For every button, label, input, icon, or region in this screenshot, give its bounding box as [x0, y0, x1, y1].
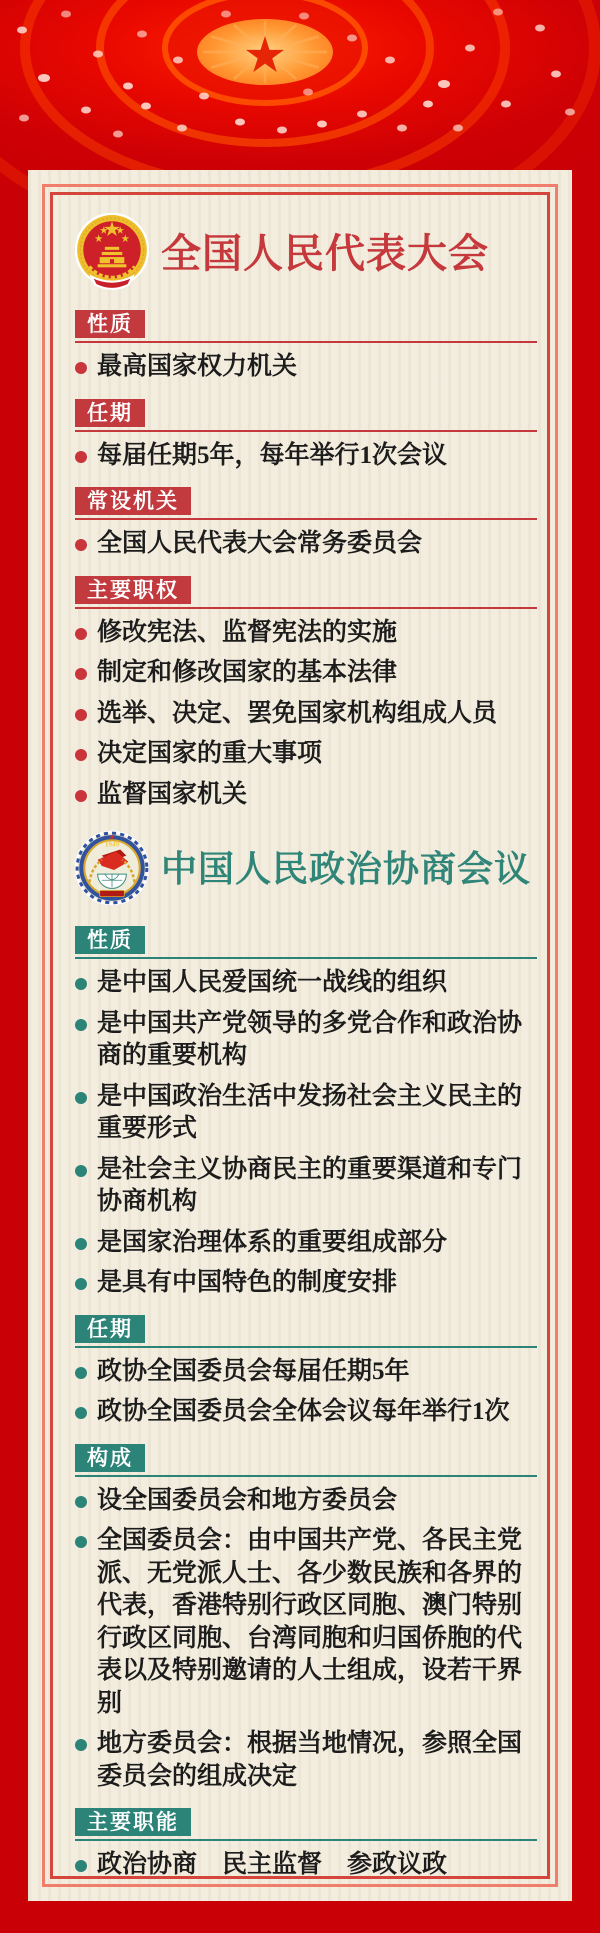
bullet-dot-icon: [75, 1860, 87, 1872]
bullet-dot-icon: [75, 1536, 87, 1548]
bullet-item: 监督国家机关: [75, 779, 539, 812]
cppcc-emblem-icon: [75, 829, 149, 911]
cppcc-group-nature: [75, 926, 539, 1300]
card-frame-outer: [42, 184, 558, 1887]
cppcc-section: [75, 829, 539, 1879]
bullet-item: 每届任期5年，每年举行1次会议: [75, 440, 539, 473]
group-badge: 主要职权: [75, 576, 191, 604]
bullet-item: 设全国委员会和地方委员会: [75, 1485, 539, 1518]
group-badge: 任期: [75, 1315, 145, 1343]
bullet-item: 最高国家权力机关: [75, 351, 539, 384]
bullet-dot-icon: [75, 668, 87, 680]
bullet-item: 是具有中国特色的制度安排: [75, 1267, 539, 1300]
cppcc-group-term: [75, 1315, 539, 1429]
bullet-item: 是中国人民爱国统一战线的组织: [75, 967, 539, 1000]
npc-emblem-icon: [75, 213, 149, 295]
npc-group-nature: [75, 310, 539, 384]
bullet-dot-icon: [75, 749, 87, 761]
bullet-item: 地方委员会：根据当地情况，参照全国委员会的组成决定: [75, 1728, 539, 1793]
bullet-dot-icon: [75, 1238, 87, 1250]
bullet-item: 政协全国委员会每届任期5年: [75, 1356, 539, 1389]
cppcc-title: 中国人民政治协商会议: [161, 849, 532, 890]
cppcc-group-composition: [75, 1444, 539, 1794]
bullet-item: 全国委员会：由中国共产党、各民主党派、无党派人士、各少数民族和各界的代表，香港特别行政区同胞、澳门特别行政区同胞、台湾同胞和归国侨胞的代表以及特别邀请的人士组成，设若干界别: [75, 1525, 539, 1720]
bullet-dot-icon: [75, 1165, 87, 1177]
npc-title: 全国人民代表大会: [161, 231, 489, 276]
bullet-item: 全国人民代表大会常务委员会: [75, 528, 539, 561]
bullet-dot-icon: [75, 1407, 87, 1419]
bullet-item: 选举、决定、罢免国家机构组成人员: [75, 698, 539, 731]
bullet-item: 制定和修改国家的基本法律: [75, 657, 539, 690]
group-badge: 性质: [75, 926, 145, 954]
npc-section-header: [75, 213, 539, 295]
npc-group-term: [75, 399, 539, 473]
npc-section: [75, 213, 539, 811]
emblem-year-label: 1949: [104, 840, 120, 849]
bullet-item: 是中国政治生活中发扬社会主义民主的重要形式: [75, 1081, 539, 1146]
bullet-dot-icon: [75, 1092, 87, 1104]
npc-group-standing-body: [75, 487, 539, 561]
group-badge: 常设机关: [75, 487, 191, 515]
info-card: [28, 170, 572, 1901]
bullet-dot-icon: [75, 709, 87, 721]
group-badge: 构成: [75, 1444, 145, 1472]
bullet-item: 决定国家的重大事项: [75, 738, 539, 771]
bullet-dot-icon: [75, 539, 87, 551]
bullet-item: 修改宪法、监督宪法的实施: [75, 617, 539, 650]
bullet-item: 政协全国委员会全体会议每年举行1次: [75, 1396, 539, 1429]
group-badge: 任期: [75, 399, 145, 427]
bullet-dot-icon: [75, 1019, 87, 1031]
bullet-dot-icon: [75, 790, 87, 802]
bullet-item: 政治协商 民主监督 参政议政: [75, 1849, 539, 1879]
bullet-dot-icon: [75, 1367, 87, 1379]
npc-group-main-powers: [75, 576, 539, 812]
bullet-item: 是中国共产党领导的多党合作和政治协商的重要机构: [75, 1008, 539, 1073]
bullet-dot-icon: [75, 978, 87, 990]
bullet-dot-icon: [75, 628, 87, 640]
bullet-dot-icon: [75, 1278, 87, 1290]
bullet-dot-icon: [75, 1739, 87, 1751]
cppcc-section-header: [75, 829, 539, 911]
bullet-dot-icon: [75, 451, 87, 463]
cppcc-group-main-functions: [75, 1808, 539, 1879]
bullet-item: 是国家治理体系的重要组成部分: [75, 1227, 539, 1260]
bullet-dot-icon: [75, 362, 87, 374]
group-badge: 性质: [75, 310, 145, 338]
bullet-item: 是社会主义协商民主的重要渠道和专门协商机构: [75, 1154, 539, 1219]
bullet-dot-icon: [75, 1496, 87, 1508]
card-frame-inner: [50, 192, 550, 1879]
group-badge: 主要职能: [75, 1808, 191, 1836]
